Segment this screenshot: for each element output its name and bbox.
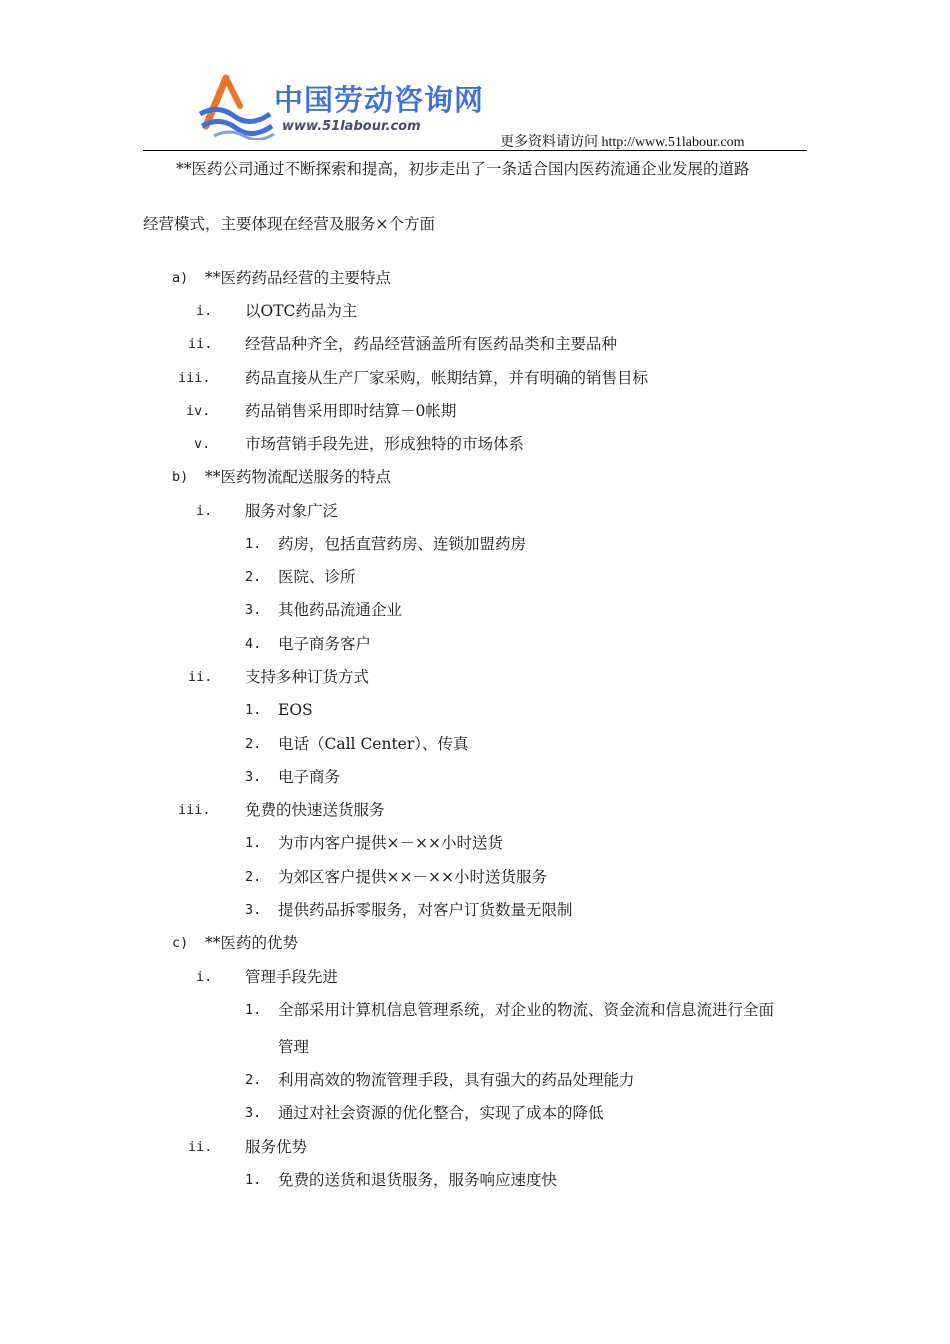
list-text: **医药药品经营的主要特点 (205, 269, 392, 287)
list-text: 免费的送货和退货服务，服务响应速度快 (278, 1171, 558, 1189)
site-logo (196, 74, 501, 142)
list-marker: 3. (245, 769, 262, 785)
list-marker: 2. (245, 736, 262, 752)
list-text: **医药物流配送服务的特点 (205, 468, 392, 486)
list-text: 提供药品拆零服务，对客户订货数量无限制 (278, 901, 573, 919)
list-marker: 1. (245, 835, 262, 851)
list-marker: 3. (245, 902, 262, 918)
list-text: **医药的优势 (205, 934, 299, 952)
list-marker: 3. (245, 602, 262, 618)
list-text: 利用高效的物流管理手段，具有强大的药品处理能力 (278, 1071, 635, 1089)
list-text: 为市内客户提供×－××小时送货 (278, 834, 503, 852)
list-text: EOS (278, 701, 313, 719)
logo-title: 中国劳动咨询网 (274, 83, 485, 117)
header-link[interactable]: 更多资料请访问 http://www.51labour.com (500, 135, 745, 150)
list-text: 服务优势 (245, 1138, 308, 1156)
list-text: 管理 (278, 1038, 310, 1056)
list-text: 药品直接从生产厂家采购，帐期结算，并有明确的销售目标 (245, 369, 649, 387)
list-marker: 2. (245, 569, 262, 585)
list-marker: iii. (178, 802, 211, 818)
list-text: 全部采用计算机信息管理系统，对企业的物流、资金流和信息流进行全面 (278, 1001, 775, 1019)
list-marker: 2. (245, 1072, 262, 1088)
list-text: 市场营销手段先进，形成独特的市场体系 (245, 435, 525, 453)
list-text: 服务对象广泛 (245, 502, 339, 520)
intro-line-2: 经营模式，主要体现在经营及服务×个方面 (143, 215, 435, 233)
list-marker: i. (196, 969, 213, 985)
list-marker: ii. (188, 669, 213, 685)
logo-emblem-icon (196, 74, 278, 140)
list-text: 免费的快速送货服务 (245, 801, 385, 819)
list-marker: iv. (186, 403, 211, 419)
list-marker: b) (172, 469, 189, 485)
list-text: 为郊区客户提供××－××小时送货服务 (278, 868, 547, 886)
list-text: 管理手段先进 (245, 968, 339, 986)
list-text: 电子商务客户 (278, 635, 372, 653)
list-text: 药房，包括直营药房、连锁加盟药房 (278, 535, 527, 553)
list-marker: ii. (188, 336, 213, 352)
list-marker: i. (196, 503, 213, 519)
list-marker: 1. (245, 702, 262, 718)
header-divider (143, 150, 807, 151)
list-marker: 3. (245, 1105, 262, 1121)
list-text: 药品销售采用即时结算－0帐期 (245, 402, 457, 420)
logo-url: www.51labour.com (282, 119, 421, 134)
list-marker: 1. (245, 536, 262, 552)
list-text: 支持多种订货方式 (245, 668, 370, 686)
list-marker: i. (196, 303, 213, 319)
list-text: 通过对社会资源的优化整合，实现了成本的降低 (278, 1104, 604, 1122)
list-marker: v. (194, 436, 211, 452)
list-text: 以OTC药品为主 (245, 302, 358, 320)
list-text: 其他药品流通企业 (278, 601, 403, 619)
list-text: 经营品种齐全，药品经营涵盖所有医药品类和主要品种 (245, 335, 618, 353)
list-text: 医院、诊所 (278, 568, 356, 586)
intro-line-1: **医药公司通过不断探索和提高，初步走出了一条适合国内医药流通企业发展的道路 (176, 160, 750, 178)
list-marker: a) (172, 270, 189, 286)
list-text: 电子商务 (278, 768, 341, 786)
list-marker: 1. (245, 1002, 262, 1018)
list-marker: iii. (178, 370, 211, 386)
list-marker: 2. (245, 869, 262, 885)
list-text: 电话（Call Center）、传真 (278, 735, 469, 753)
list-marker: 1. (245, 1172, 262, 1188)
list-marker: ii. (188, 1139, 213, 1155)
list-marker: 4. (245, 636, 262, 652)
list-marker: c) (172, 935, 189, 951)
